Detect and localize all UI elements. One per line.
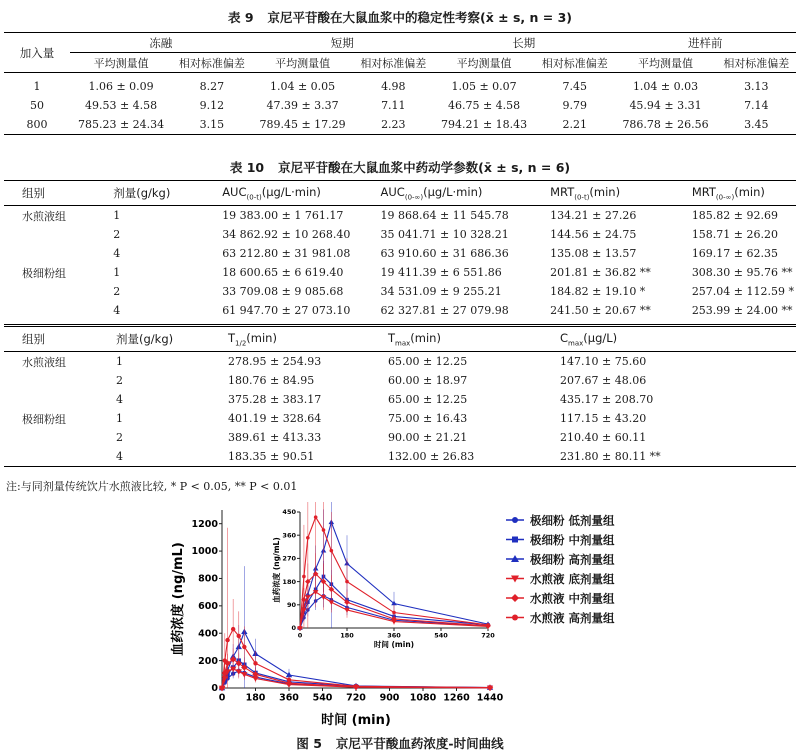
table-cell: 34 531.09 ± 9 255.21 [380, 285, 502, 298]
concentration-time-figure [160, 502, 650, 728]
inset-data-point [392, 611, 396, 615]
main-data-point [287, 678, 291, 682]
table-cell: 18 600.65 ± 6 619.40 [222, 266, 344, 279]
table-cell: 308.30 ± 95.76 ** [691, 266, 793, 279]
table9-sub-mean: 平均测量值 [614, 53, 716, 73]
table-cell: 278.95 ± 254.93 [228, 355, 322, 368]
table-cell: 65.00 ± 12.25 [388, 355, 468, 368]
table-cell: 1 [33, 80, 41, 93]
main-x-tick-label: 540 [312, 692, 333, 704]
table-cell: 169.17 ± 62.35 [691, 247, 779, 260]
table-cell: 185.82 ± 92.69 [691, 209, 779, 222]
table-cell: 207.67 ± 48.06 [560, 374, 647, 387]
table-cell: 183.35 ± 90.51 [228, 450, 315, 463]
table-cell [4, 244, 111, 263]
table-cell: 62 327.81 ± 27 079.98 [380, 304, 509, 317]
table-cell: 184.82 ± 19.10 * [550, 285, 646, 298]
table-cell [4, 225, 111, 244]
table9-sub-mean: 平均测量值 [70, 53, 172, 73]
table10-col-mrt-0-inf: $MRT_{(0-\infty)}(\min)$ [690, 181, 796, 206]
table-cell: 1.06 ± 0.09 [88, 80, 154, 93]
table-cell: 7.14 [744, 99, 769, 112]
inset-data-point [314, 515, 318, 519]
legend-label: 水煎液 高剂量组 [530, 611, 615, 625]
inset-data-point [306, 536, 310, 540]
table10-col-tmax: $T_{max}(\min)$ [386, 326, 558, 352]
table-cell: 49.53 ± 4.58 [84, 99, 158, 112]
table-cell: 19 868.64 ± 11 545.78 [380, 209, 509, 222]
inset-y-tick-label: 0 [291, 624, 296, 633]
inset-x-axis-label: 时间 (min) [373, 640, 415, 649]
table9-group-1: 短期 [330, 35, 354, 50]
inset-x-tick-label: 540 [434, 631, 448, 640]
table10-part-b-body [4, 352, 796, 467]
inset-x-tick-label: 180 [340, 631, 354, 640]
inset-data-point [330, 549, 334, 553]
table10-number: 表 10 [229, 160, 265, 175]
main-x-tick-label: 360 [279, 692, 299, 704]
table-row [4, 115, 796, 135]
inset-y-tick-label: 450 [282, 508, 296, 517]
table-cell: 144.56 ± 24.75 [550, 228, 637, 241]
main-data-point [225, 638, 229, 642]
table-cell: 147.10 ± 75.60 [560, 355, 647, 368]
table-row [4, 225, 796, 244]
main-data-point [220, 686, 224, 690]
table-row [4, 352, 796, 372]
table-cell: 241.50 ± 20.67 ** [550, 304, 651, 317]
table-cell: 800 [26, 118, 48, 131]
table-cell: 9.12 [199, 99, 225, 112]
table-cell: 3.13 [744, 80, 769, 93]
inset-y-tick-label: 180 [282, 577, 296, 586]
figure5-number: 图 5 [296, 736, 322, 751]
table-cell: 375.28 ± 383.17 [228, 393, 322, 406]
table-cell: 132.00 ± 26.83 [388, 450, 475, 463]
legend-entry [506, 533, 615, 547]
main-x-tick-label: 1260 [443, 692, 470, 704]
legend-label: 水煎液 中剂量组 [530, 591, 615, 606]
table-cell [4, 371, 114, 390]
main-y-tick-label: 800 [198, 573, 218, 585]
main-data-point [223, 658, 227, 662]
table-cell: 19 411.39 ± 6 551.86 [380, 266, 502, 279]
table10-col-cmax: $C_{max}(\mu g/L)$ [558, 326, 796, 352]
inset-y-tick-label: 360 [282, 531, 296, 540]
table-cell: 3.15 [199, 118, 225, 131]
table-cell: 4 [113, 247, 121, 260]
table9-body [4, 73, 796, 135]
table-cell: 4 [113, 304, 121, 317]
table-cell: 61 947.70 ± 27 073.10 [222, 304, 351, 317]
legend-entry [506, 592, 615, 606]
table10-col-auc-0-t: $AUC_{(0-t)}(\mu g/L\cdot\min)$ [220, 181, 378, 206]
table9-sub-mean: 平均测量值 [433, 53, 535, 73]
table-cell: 90.00 ± 21.21 [388, 431, 468, 444]
table-cell: 2 [113, 285, 121, 298]
legend-marker [512, 517, 518, 523]
table-row [4, 428, 796, 447]
table-cell: 253.99 ± 24.00 ** [691, 304, 793, 317]
table10-part-a [4, 180, 796, 320]
table-cell: 210.40 ± 60.11 [560, 431, 647, 444]
table-cell: 2 [116, 431, 123, 444]
main-y-tick-label: 400 [198, 628, 218, 640]
main-data-point [242, 645, 246, 649]
table10-col-auc-0-inf: $AUC_{(0-\infty)}(\mu g/L\cdot\min)$ [379, 181, 549, 206]
table-cell: 4 [116, 393, 123, 406]
table9-sub-rsd: 相对标准偏差 [535, 53, 614, 73]
table10-col-dose-b: 剂量(g/kg) [114, 326, 226, 352]
table-row [4, 282, 796, 301]
table-cell: 8.27 [199, 80, 225, 93]
table-cell: 435.17 ± 208.70 [560, 393, 654, 406]
legend-entry [506, 611, 615, 625]
main-data-point [488, 685, 492, 689]
table-row [4, 244, 796, 263]
table9-group-0: 冻融 [149, 35, 173, 50]
inset-data-point [302, 575, 306, 579]
table-cell: 231.80 ± 80.11 ** [560, 450, 661, 463]
table-cell: 7.11 [381, 99, 406, 112]
table-cell: 75.00 ± 16.43 [388, 412, 468, 425]
main-y-tick-label: 200 [198, 655, 218, 667]
table-cell: 极细粉组 [22, 412, 66, 426]
table-cell [4, 447, 114, 467]
legend-label: 极细粉 低剂量组 [530, 513, 615, 528]
table9-caption [0, 8, 800, 26]
table9-sub-rsd: 相对标准偏差 [354, 53, 433, 73]
table10-part-b [4, 324, 796, 467]
main-y-tick-label: 1200 [191, 518, 218, 530]
table-cell: 789.45 ± 17.29 [259, 118, 346, 131]
table-cell [4, 301, 111, 320]
legend-marker [511, 594, 519, 602]
legend-marker [512, 537, 518, 543]
main-x-tick-label: 1080 [409, 692, 437, 704]
table-cell: 50 [30, 99, 44, 112]
table9 [4, 32, 796, 135]
main-data-point [253, 661, 257, 665]
table-cell: 401.19 ± 328.64 [228, 412, 322, 425]
inset-data-point [345, 580, 349, 584]
main-x-tick-label: 720 [346, 692, 366, 704]
table-row [4, 263, 796, 282]
legend-label: 极细粉 中剂量组 [530, 533, 615, 547]
table9-group-3: 进样前 [687, 35, 723, 50]
table-row [4, 96, 796, 115]
table-cell: 水煎液组 [22, 355, 66, 369]
table-row [4, 447, 796, 467]
table-cell: 4.98 [381, 80, 406, 93]
main-x-tick-label: 0 [218, 692, 226, 704]
table10-caption [0, 158, 800, 176]
table-row [4, 409, 796, 428]
main-x-tick-label: 1440 [476, 692, 504, 704]
table-cell [4, 282, 111, 301]
table-cell: 4 [116, 450, 123, 463]
table9-sub-rsd: 相对标准偏差 [717, 53, 796, 73]
table-cell: 134.21 ± 27.26 [550, 209, 637, 222]
inset-x-tick-label: 0 [297, 631, 303, 640]
main-x-tick-label: 180 [245, 692, 266, 704]
table10-col-dose: 剂量(g/kg) [111, 181, 220, 206]
table10-note: 注:与同剂量传统饮片水煎液比较, * P < 0.05, ** P < 0.01 [6, 480, 298, 493]
table-cell: 60.00 ± 18.97 [388, 374, 468, 387]
table-cell: 34 862.92 ± 10 268.40 [222, 228, 351, 241]
table9-group-2: 长期 [512, 35, 536, 50]
table-cell: 2.21 [562, 118, 588, 131]
table-cell: 389.61 ± 413.33 [228, 431, 322, 444]
figure5-caption [0, 734, 800, 752]
table-cell: 2 [113, 228, 121, 241]
inset-y-tick-label: 270 [282, 554, 296, 563]
inset-x-tick-label: 720 [481, 631, 495, 640]
table9-col-amount: 加入量 [4, 33, 70, 73]
main-data-point [354, 684, 358, 688]
table-cell: 33 709.08 ± 9 085.68 [222, 285, 344, 298]
table-cell [4, 390, 114, 409]
table-cell: 1.05 ± 0.07 [451, 80, 517, 93]
inset-data-point [322, 528, 326, 532]
inset-background [299, 510, 491, 648]
main-y-tick-label: 600 [198, 601, 218, 613]
table10-col-t-half: $T_{1/2}(\min)$ [226, 326, 386, 352]
table-cell: 63 212.80 ± 31 981.08 [222, 247, 351, 260]
inset-x-tick-label: 360 [387, 631, 401, 640]
table-cell: 46.75 ± 4.58 [447, 99, 521, 112]
main-data-point [237, 634, 241, 638]
table-cell: 1 [116, 412, 123, 425]
legend-entry [506, 514, 615, 528]
table-cell: 3.45 [744, 118, 769, 131]
inset-data-point [298, 626, 302, 630]
main-data-point [231, 627, 235, 631]
table-cell: 786.78 ± 26.56 [622, 118, 709, 131]
table-cell: 1.04 ± 0.05 [269, 80, 336, 93]
table-cell: 35 041.71 ± 10 328.21 [380, 228, 509, 241]
main-x-axis-label: 时间 (min) [321, 713, 391, 728]
table-cell: 7.45 [562, 80, 588, 93]
table-cell: 158.71 ± 26.20 [691, 228, 779, 241]
table10-col-mrt-0-t: $MRT_{(0-t)}(\min)$ [548, 181, 690, 206]
table-cell: 47.39 ± 3.37 [266, 99, 339, 112]
table9-sub-mean: 平均测量值 [251, 53, 353, 73]
table-cell: 9.79 [562, 99, 588, 112]
table-cell: 19 383.00 ± 1 761.17 [222, 209, 344, 222]
table10-col-group-b: 组别 [4, 326, 114, 352]
table-cell [4, 428, 114, 447]
table-cell: 1 [113, 266, 121, 279]
table-cell: 65.00 ± 12.25 [388, 393, 468, 406]
table9-title: 京尼平苷酸在大鼠血浆中的稳定性考察(x̄ ± s, n = 3) [267, 10, 573, 25]
table-cell: 2.23 [381, 118, 406, 131]
table-row [4, 206, 796, 226]
table9-sub-rsd: 相对标准偏差 [172, 53, 251, 73]
table-cell: 1 [116, 355, 123, 368]
table10-part-a-body [4, 206, 796, 321]
table-row [4, 390, 796, 409]
legend-entry [506, 572, 615, 586]
table-cell: 257.04 ± 112.59 * [691, 285, 794, 298]
table-cell: 180.76 ± 84.95 [228, 374, 315, 387]
table-cell: 2 [116, 374, 123, 387]
inset-y-axis-label: 血药浓度 (ng/mL) [272, 537, 281, 603]
table-cell: 135.08 ± 13.57 [550, 247, 637, 260]
table-cell: 63 910.60 ± 31 686.36 [380, 247, 509, 260]
legend-label: 极细粉 高剂量组 [530, 552, 615, 567]
table10-col-group: 组别 [4, 181, 111, 206]
table-cell: 1 [113, 209, 121, 222]
figure5-title: 京尼平苷酸血药浓度-时间曲线 [335, 736, 504, 751]
table-cell: 201.81 ± 36.82 ** [550, 266, 651, 279]
legend-marker [512, 615, 518, 621]
table9-number: 表 9 [227, 10, 254, 25]
table-cell: 水煎液组 [22, 209, 66, 223]
table-cell: 1.04 ± 0.03 [632, 80, 699, 93]
table10-title: 京尼平苷酸在大鼠血浆中药动学参数(x̄ ± s, n = 6) [278, 160, 571, 175]
legend-label: 水煎液 底剂量组 [530, 572, 615, 586]
table-row [4, 73, 796, 97]
table-cell: 极细粉组 [22, 266, 66, 280]
table-cell: 785.23 ± 24.34 [77, 118, 165, 131]
table-row [4, 371, 796, 390]
inset-y-tick-label: 90 [286, 600, 296, 609]
table-row [4, 301, 796, 320]
table-cell: 794.21 ± 18.43 [440, 118, 528, 131]
table-cell: 45.94 ± 3.31 [629, 99, 702, 112]
main-y-axis-label: 血药浓度 (ng/mL) [171, 542, 186, 656]
table-cell: 117.15 ± 43.20 [560, 412, 647, 425]
main-y-tick-label: 1000 [191, 546, 218, 558]
main-x-tick-label: 900 [379, 692, 400, 704]
main-y-tick-label: 0 [211, 683, 218, 695]
inset-data-point [486, 623, 490, 627]
legend-entry [506, 553, 615, 567]
